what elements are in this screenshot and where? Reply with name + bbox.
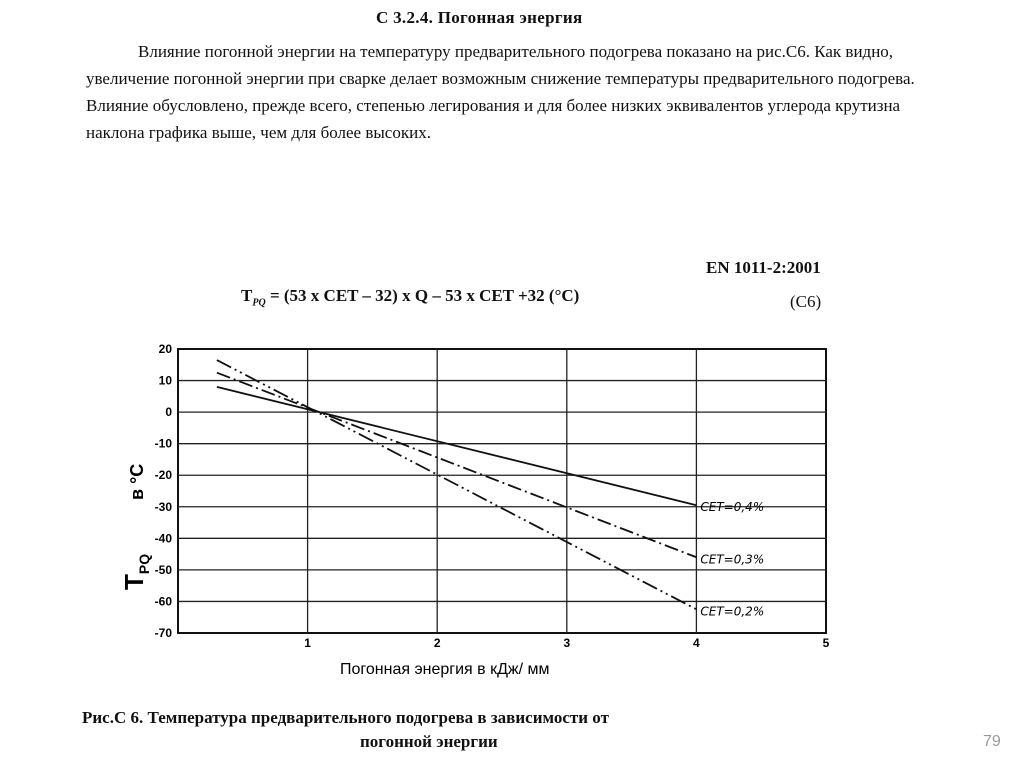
section-heading: С 3.2.4. Погонная энергия bbox=[376, 8, 583, 27]
y-axis-label-sub: PQ bbox=[136, 553, 152, 575]
series-line bbox=[217, 387, 697, 505]
x-tick-label: 5 bbox=[822, 636, 830, 650]
formula-rhs: = (53 x CET – 32) x Q – 53 x CET +32 (°C) bbox=[265, 286, 580, 305]
y-tick-label: -20 bbox=[154, 468, 172, 483]
svg-text:TPQ bbox=[119, 554, 152, 590]
y-tick-label: 20 bbox=[158, 342, 172, 356]
series-line bbox=[217, 373, 697, 558]
x-axis-label: Погонная энергия в кДж/ мм bbox=[340, 661, 550, 678]
formula-lhs-sub: PQ bbox=[252, 297, 266, 309]
chart-grid bbox=[178, 349, 826, 633]
x-tick-label: 4 bbox=[693, 636, 700, 650]
x-tick-label: 1 bbox=[304, 636, 311, 650]
y-tick-label: 0 bbox=[165, 405, 172, 420]
x-tick-label: 3 bbox=[563, 636, 571, 650]
standard-reference: EN 1011-2:2001 bbox=[706, 258, 821, 277]
y-tick-label: 10 bbox=[158, 373, 172, 388]
y-tick-label: -40 bbox=[154, 531, 172, 546]
series-label: CET=0,2% bbox=[700, 604, 765, 619]
x-tick-label: 2 bbox=[433, 636, 441, 650]
equation-number: (C6) bbox=[790, 292, 822, 311]
series-label: CET=0,3% bbox=[700, 552, 765, 567]
y-tick-label: -30 bbox=[154, 499, 172, 514]
y-tick-label: -10 bbox=[154, 436, 172, 451]
y-axis-unit: в °C bbox=[127, 463, 147, 500]
y-axis-label-main: T bbox=[119, 574, 149, 590]
figure-caption-line2: погонной энергии bbox=[360, 732, 498, 751]
y-tick-labels bbox=[155, 342, 173, 640]
y-tick-label: -60 bbox=[154, 594, 172, 609]
page-number: 79 bbox=[983, 733, 1001, 750]
plot-frame bbox=[178, 349, 826, 633]
section-paragraph: Влияние погонной энергии на температуру предварительного подогрева показано на рис.С6. Как видно, увеличение погонной энергии при сварке делает возможным снижение температуры предварительного подогрева. Влияние обусловлено, прежде всего, степенью легирования и для более низких эквивалентов углерода крутизна наклона графика выше, чем для более высоких. bbox=[86, 42, 915, 142]
x-tick-labels bbox=[304, 636, 829, 650]
chart-series bbox=[217, 360, 697, 609]
y-tick-label: -50 bbox=[154, 562, 172, 577]
series-line bbox=[217, 360, 697, 609]
series-label: CET=0,4% bbox=[700, 500, 765, 515]
formula-lhs-main: T bbox=[241, 286, 253, 305]
series-labels bbox=[700, 500, 764, 618]
figure-caption-line1: Рис.С 6. Температура предварительного подогрева в зависимости от bbox=[82, 708, 609, 727]
y-tick-label: -70 bbox=[154, 626, 172, 640]
y-axis-label bbox=[119, 464, 152, 590]
